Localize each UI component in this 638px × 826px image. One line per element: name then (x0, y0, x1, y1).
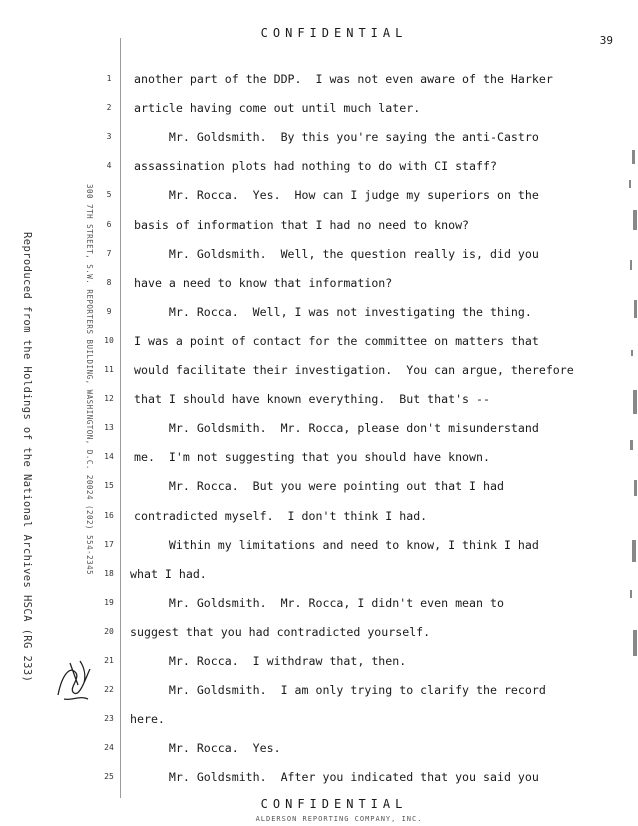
transcript-line: Mr. Goldsmith. I am only trying to clarify the record (134, 683, 546, 698)
line-number: 20 (104, 626, 114, 636)
line-number: 9 (106, 306, 112, 316)
line-number: 18 (104, 568, 114, 578)
line-number: 16 (104, 510, 114, 520)
line-number: 4 (106, 161, 112, 171)
transcript-line: basis of information that I had no need to know? (134, 217, 470, 232)
transcript-line: Mr. Rocca. Yes. How can I judge my superiors on the (134, 188, 539, 203)
transcript-line: Mr. Rocca. I withdraw that, then. (134, 654, 407, 668)
header-confidential: CONFIDENTIAL (260, 26, 408, 40)
line-number: 11 (104, 365, 114, 374)
line-number: 2 (106, 103, 112, 113)
transcript-line: suggest that you had contradicted yourself. (130, 624, 431, 639)
line-number: 3 (106, 132, 112, 142)
transcript-line: that I should have known everything. But that's -- (134, 392, 490, 407)
line-number: 25 (104, 772, 114, 782)
transcript-line: Within my limitations and need to know, I think I had (134, 537, 539, 552)
line-number: 23 (104, 714, 114, 724)
footer-confidential: CONFIDENTIAL (260, 797, 408, 811)
transcript-line: another part of the DDP. I was not even aware of the Harker (134, 72, 553, 86)
transcript-line: what I had. (130, 566, 207, 581)
transcript-line: I was a point of contact for the committee on matters that (134, 333, 539, 348)
line-number: 24 (104, 743, 114, 753)
transcript-line: have a need to know that information? (134, 275, 393, 290)
line-number: 5 (106, 190, 112, 200)
transcript-line: article having come out until much later. (134, 101, 421, 116)
transcript-line: Mr. Goldsmith. After you indicated that you said you (134, 770, 539, 785)
transcript-line: Mr. Rocca. Yes. (134, 741, 281, 756)
transcript-line: Mr. Goldsmith. Mr. Rocca, please don't misunderstand (134, 421, 539, 436)
transcript-line: contradicted myself. I don't think I had. (134, 508, 428, 523)
reporting-company: ALDERSON REPORTING COMPANY, INC. (255, 815, 423, 823)
transcript-line: Mr. Goldsmith. Well, the question really is, did you (134, 246, 539, 261)
margin-rule (120, 38, 121, 798)
line-number: 12 (104, 394, 114, 404)
reporter-address: 300 7TH STREET, S.W. REPORTERS BUILDING, WASHINGTON, D.C. 20024 (202) 554-2345 (85, 184, 94, 576)
line-number: 10 (104, 335, 114, 345)
transcript-line: Mr. Goldsmith. Mr. Rocca, I didn't even mean to (134, 595, 504, 610)
line-number: 7 (106, 248, 112, 258)
line-number: 15 (104, 481, 114, 491)
page-number: 39 (599, 34, 613, 47)
handwritten-initials (50, 655, 100, 710)
line-number: 1 (106, 74, 112, 83)
line-number: 6 (106, 219, 112, 229)
line-number: 13 (104, 423, 114, 433)
transcript-line: me. I'm not suggesting that you should have known. (134, 450, 490, 465)
line-number: 8 (106, 277, 112, 287)
scan-edge-noise (624, 140, 638, 700)
archive-reproduction-note: Reproduced from the Holdings of the National Archives HSCA (RG 233) (21, 232, 33, 683)
line-number: 22 (104, 685, 114, 695)
line-number: 14 (104, 452, 114, 462)
line-number: 17 (104, 539, 114, 549)
transcript-line: would facilitate their investigation. You can argue, therefore (134, 363, 574, 377)
transcript-line: here. (130, 712, 165, 727)
transcript-line: Mr. Rocca. Well, I was not investigating the thing. (134, 304, 532, 319)
line-number: 19 (104, 597, 114, 607)
transcript-line: Mr. Rocca. But you were pointing out that I had (134, 479, 504, 494)
transcript-line: Mr. Goldsmith. By this you're saying the anti-Castro (134, 130, 539, 145)
line-number: 21 (104, 656, 114, 665)
transcript-line: assassination plots had nothing to do with CI staff? (134, 159, 497, 174)
